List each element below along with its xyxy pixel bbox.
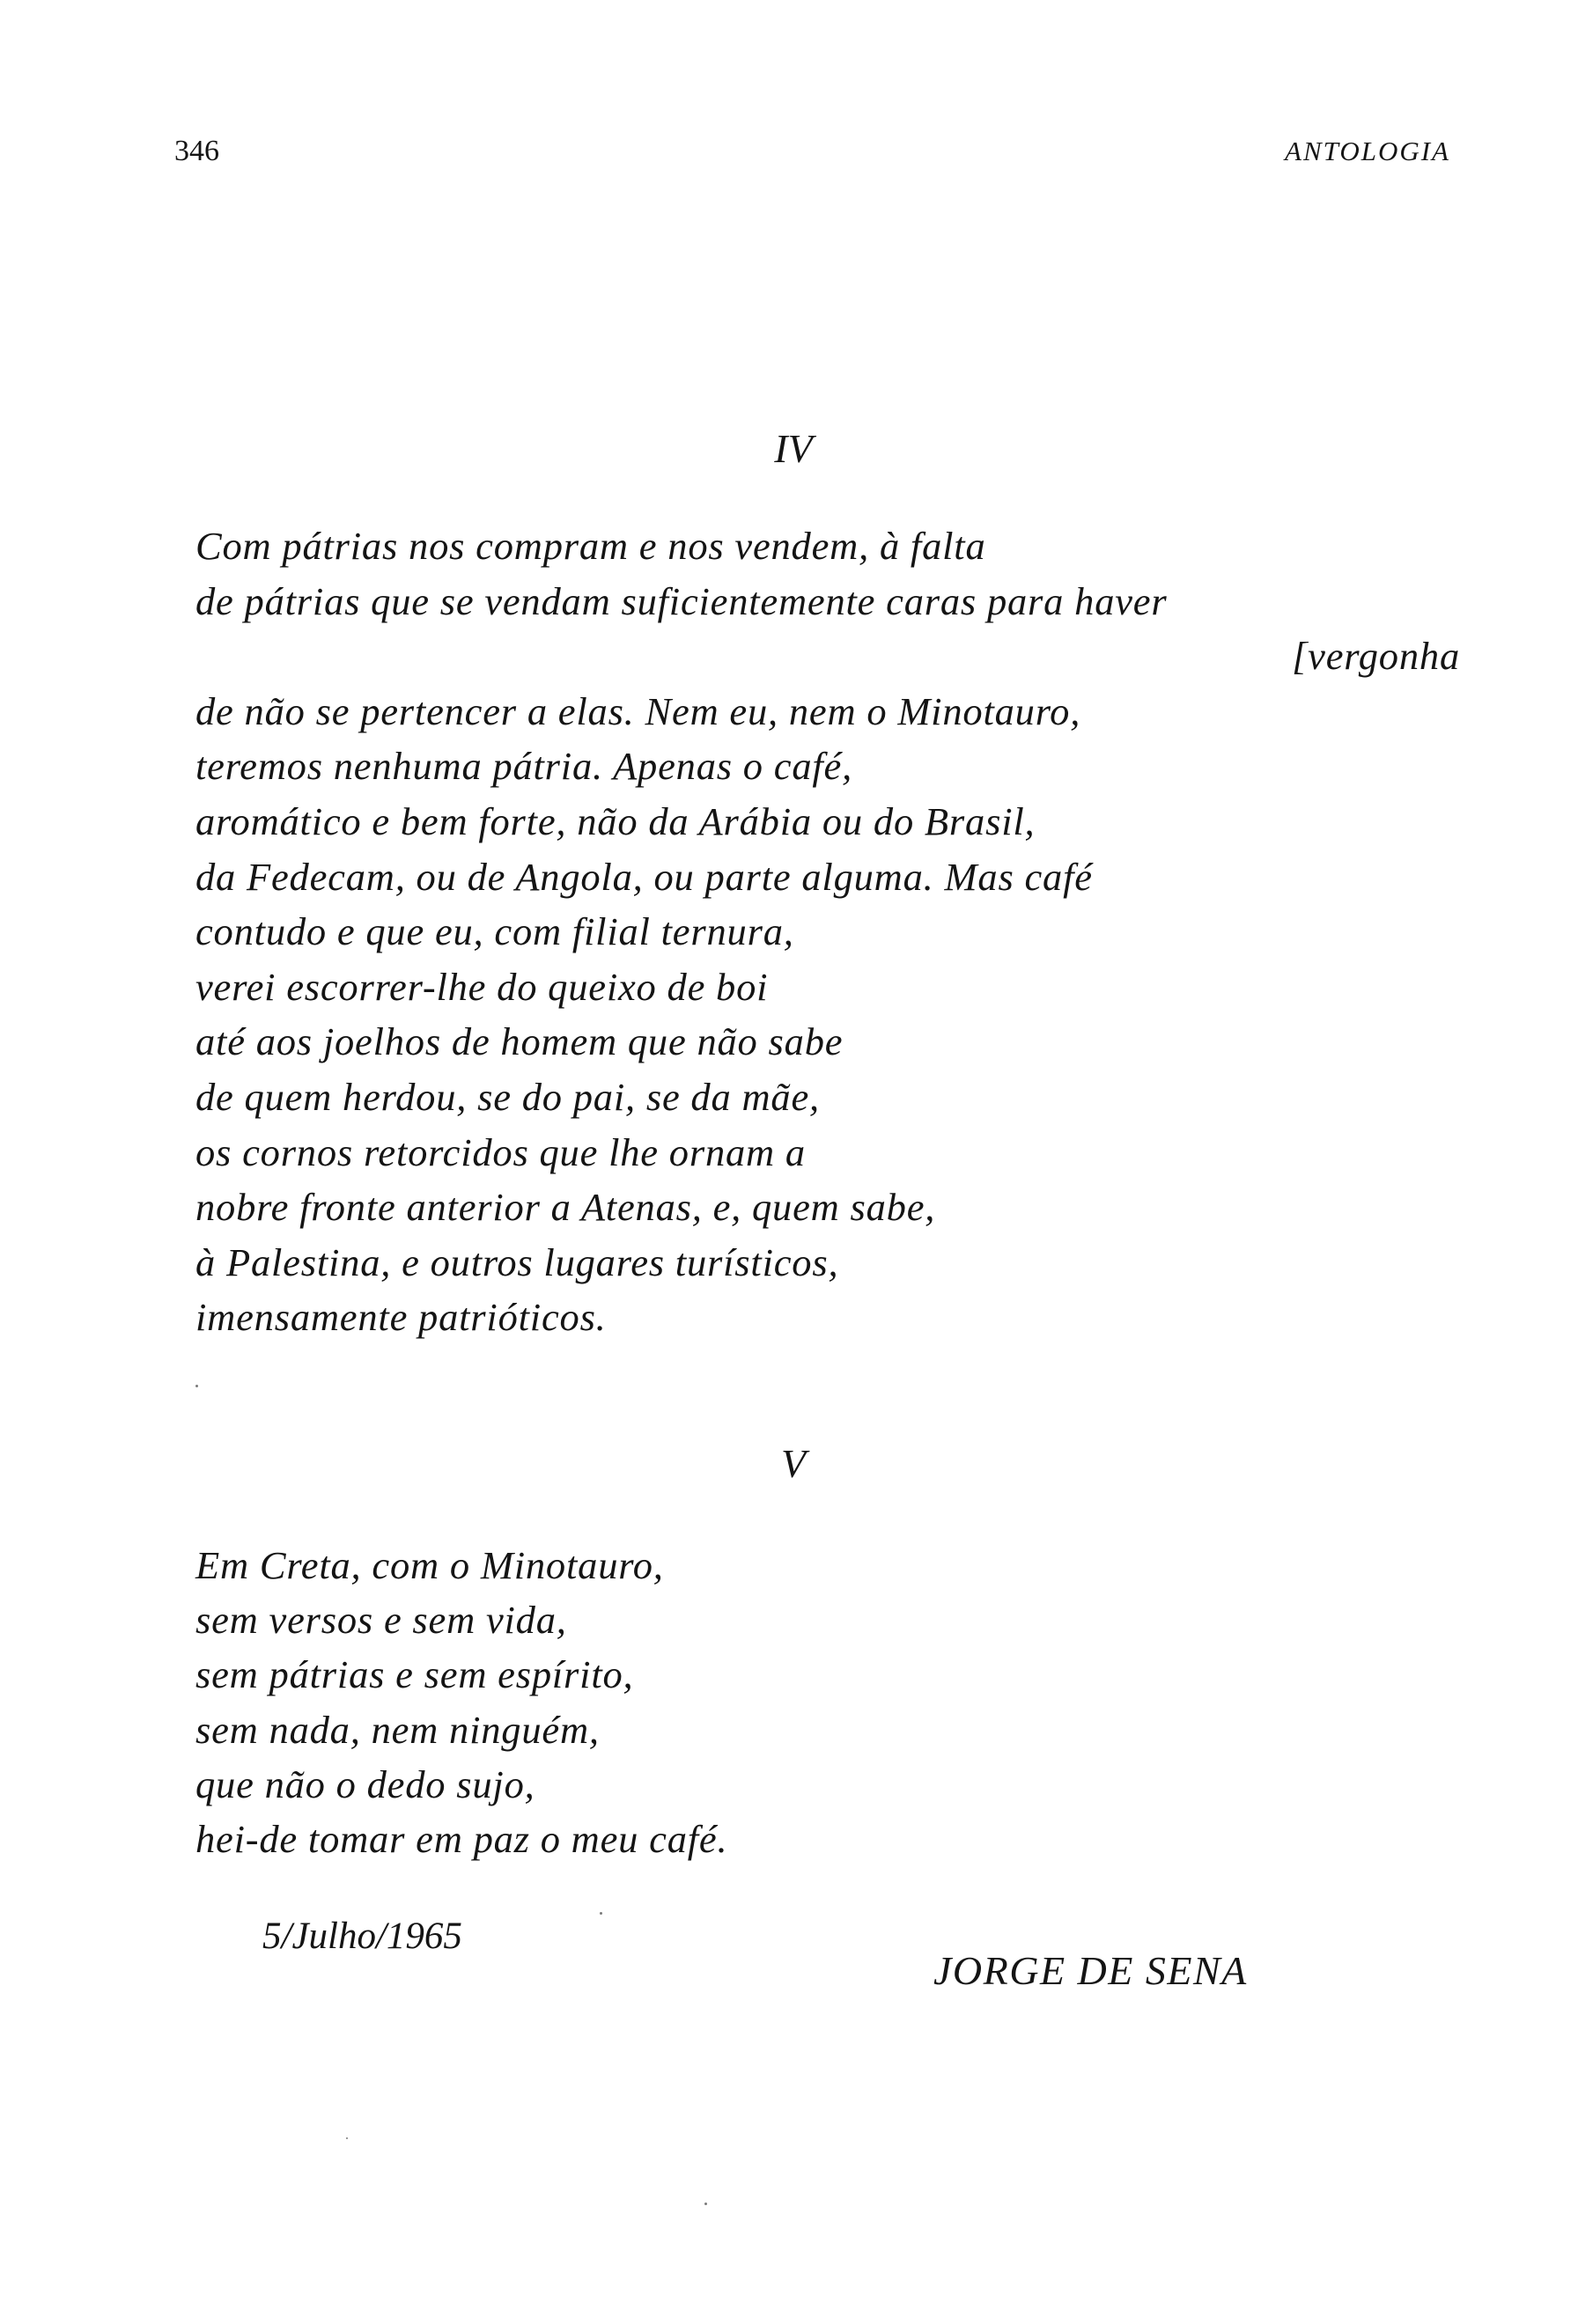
verse-line: de pátrias que se vendam suficientemente caras para haver [195,578,1168,623]
verse-line: de não se pertencer a elas. Nem eu, nem o Minotauro, [195,688,1081,733]
author-signature: JORGE DE SENA [933,1948,1248,1993]
verse-turnover: [vergonha [1292,634,1460,679]
verse-line: teremos nenhuma pátria. Apenas o café, [195,744,853,789]
verse-line: sem pátrias e sem espírito, [195,1652,634,1697]
verse-line: à Palestina, e outros lugares turísticos, [195,1239,839,1284]
verse-line: hei-de tomar em paz o meu café. [195,1816,728,1861]
poem-section-iv [195,518,1460,1345]
verse-line: sem nada, nem ninguém, [195,1707,600,1752]
verse-line: verei escorrer-lhe do queixo de boi [195,964,769,1009]
running-head: ANTOLOGIA [1285,136,1450,166]
verse-line: aromático e bem forte, não da Arábia ou do Brasil, [195,798,1036,843]
section-heading-v: V [780,1441,807,1486]
verse-line: nobre fronte anterior a Atenas, e, quem sabe, [195,1185,936,1230]
verse-line: que não o dedo sujo, [195,1761,535,1806]
print-speck [704,2203,707,2205]
poem-date: 5/Julho/1965 [262,1916,462,1957]
verse-line: sem versos e sem vida, [195,1598,567,1643]
section-heading-iv: IV [774,426,813,471]
verse-line: os cornos retorcidos que lhe ornam a [195,1129,806,1174]
page-number: 346 [174,135,219,167]
verse-line: de quem herdou, se do pai, se da mãe, [195,1074,820,1119]
verse-line: até aos joelhos de homem que não sabe [195,1019,844,1064]
verse-line: Com pátrias nos compram e nos vendem, à falta [195,524,986,568]
poem-section-v [195,1538,727,1866]
print-speck [195,1385,198,1387]
verse-line: contudo e que eu, com filial ternura, [195,909,794,954]
verse-line: imensamente patrióticos. [195,1295,607,1340]
print-speck [600,1912,602,1915]
verse-line: Em Creta, com o Minotauro, [195,1543,664,1587]
verse-line: da Fedecam, ou de Angola, ou parte alguma. Mas café [195,854,1093,899]
print-speck [346,2137,348,2139]
